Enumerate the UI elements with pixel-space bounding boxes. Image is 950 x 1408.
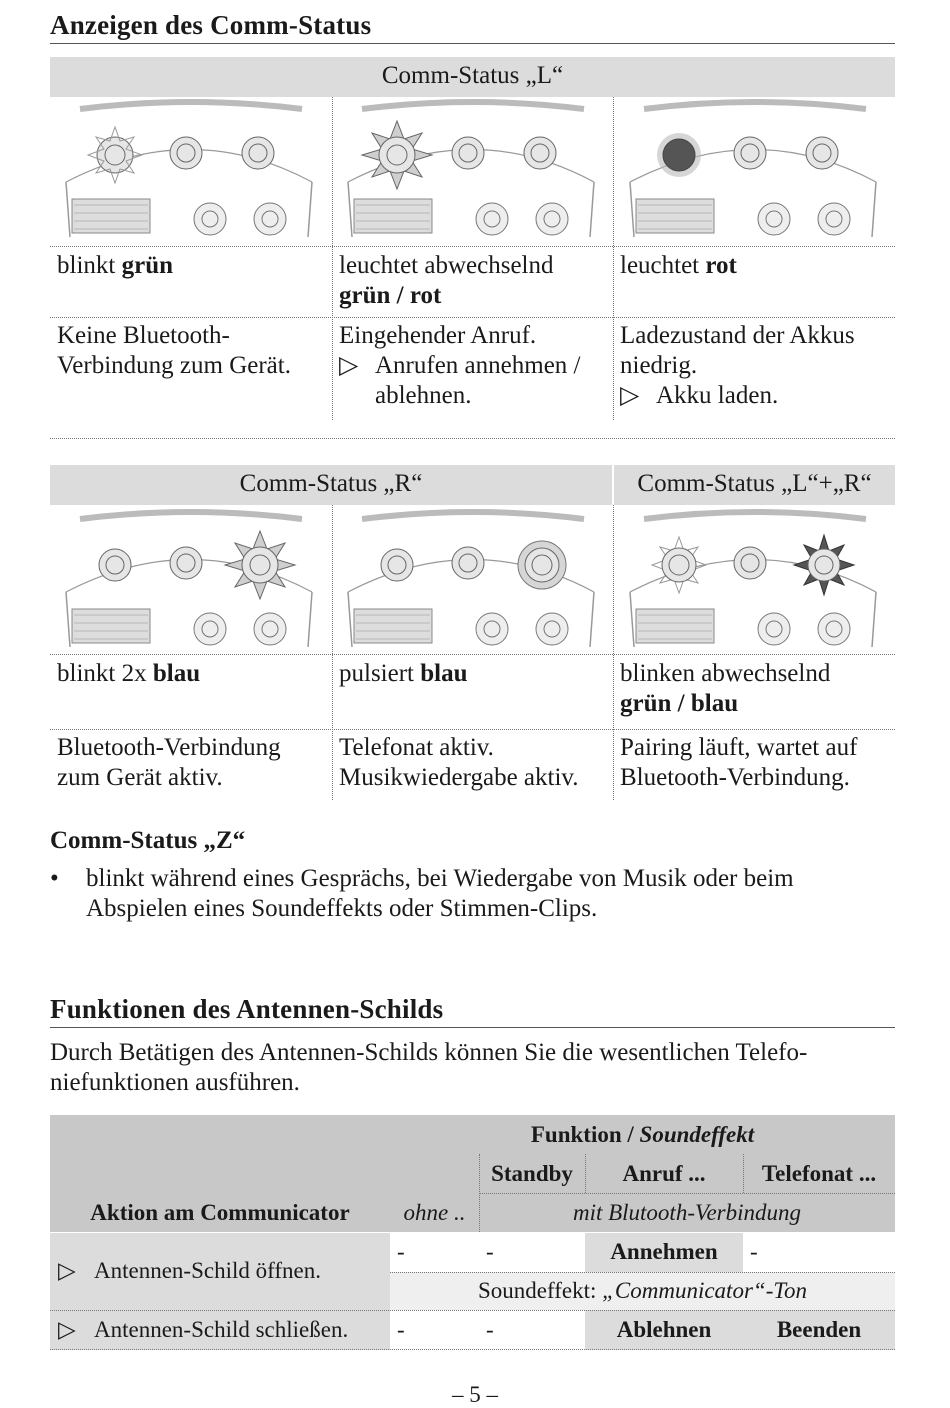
state-text: pulsiert blau	[339, 660, 468, 687]
row2-anruf: Ablehnen	[616, 1317, 712, 1342]
state-text: blinkt 2x blau	[57, 660, 201, 687]
state-text: blinken abwechselnd grün / blau	[620, 660, 831, 717]
state-text: blinkt grün	[57, 252, 173, 279]
triangle-right-icon: ▷	[58, 1258, 76, 1283]
section-heading-antennen	[50, 994, 895, 1028]
device-illustration	[342, 97, 604, 237]
divider	[50, 729, 895, 730]
divider	[50, 654, 895, 655]
divider	[332, 505, 333, 800]
device-illustration	[342, 507, 604, 647]
divider	[50, 246, 895, 247]
description-text: Keine Bluetooth- Verbindung zum Gerät.	[57, 322, 291, 379]
col-aktion: Aktion am Communicator	[90, 1199, 350, 1225]
comm-status-LR-header: Comm-Status „L“+„R“	[614, 465, 895, 505]
triangle-right-icon: ▷	[339, 352, 359, 379]
intro-text: Durch Betätigen des Antennen-Schilds können Sie die wesentlichen Telefo- niefunktionen ausführen.	[50, 1039, 808, 1096]
triangle-right-icon: ▷	[58, 1317, 76, 1342]
section-heading-comm-status	[50, 10, 895, 44]
page-number: – 5 –	[452, 1382, 498, 1407]
state-text: leuchtet rot	[620, 252, 737, 279]
description-text: Ladezustand der Akkus niedrig. ▷ Akku laden.	[620, 322, 855, 409]
row2-standby: -	[486, 1317, 494, 1342]
row2-ohne: -	[397, 1317, 405, 1342]
col-telefonat: Telefonat ...	[761, 1160, 877, 1186]
col-ohne: ohne ..	[403, 1199, 466, 1225]
bullet: •	[50, 865, 59, 892]
device-illustration	[60, 97, 322, 237]
comm-status-L-header: Comm-Status „L“	[50, 57, 895, 97]
description-text: Telefonat aktiv. Musikwiedergabe aktiv.	[339, 734, 579, 791]
col-standby: Standby	[491, 1160, 573, 1186]
divider	[50, 317, 895, 318]
row2-action: ▷ Antennen-Schild schließen.	[58, 1317, 349, 1342]
device-illustration	[60, 507, 322, 647]
description-text: Eingehender Anruf. ▷ Anrufen annehmen / ablehnen.	[339, 322, 581, 409]
divider	[332, 97, 333, 420]
section-title: Funktionen des Antennen-Schilds	[50, 994, 444, 1024]
col-anruf: Anruf ...	[622, 1160, 706, 1186]
row1-standby: -	[486, 1239, 494, 1264]
col-mit: mit Blutooth-Verbindung	[572, 1199, 802, 1225]
device-illustration	[624, 507, 886, 647]
row1-telefonat: -	[750, 1239, 758, 1264]
comm-status-Z-title: Comm-Status „Z“	[50, 827, 246, 854]
function-table	[50, 1115, 895, 1350]
row2-telefonat: Beenden	[776, 1317, 862, 1342]
divider	[50, 438, 895, 439]
row1-anruf: Annehmen	[610, 1239, 718, 1264]
section-title: Anzeigen des Comm-Status	[50, 10, 372, 40]
description-text: Pairing läuft, wartet auf Bluetooth-Verbindung.	[620, 734, 858, 791]
state-text: leuchtet abwechselnd grün / rot	[339, 252, 554, 309]
description-text: Bluetooth-Verbindung zum Gerät aktiv.	[57, 734, 281, 791]
comm-status-Z-text: • blinkt während eines Gesprächs, bei Wiedergabe von Musik oder beim Abspielen eines Soundeffekts oder Stimmen-Clips.	[50, 865, 794, 922]
divider	[613, 97, 614, 420]
header-funktion: Funktion / Soundeffekt	[530, 1121, 755, 1147]
device-illustration	[624, 97, 886, 237]
row1-ohne: -	[397, 1239, 405, 1264]
triangle-right-icon: ▷	[620, 382, 640, 409]
row1-soundeffekt: Soundeffekt: „Communicator“-Ton	[477, 1278, 808, 1303]
row1-action: ▷ Antennen-Schild öffnen.	[58, 1258, 321, 1283]
comm-status-R-header: Comm-Status „R“	[50, 465, 612, 505]
